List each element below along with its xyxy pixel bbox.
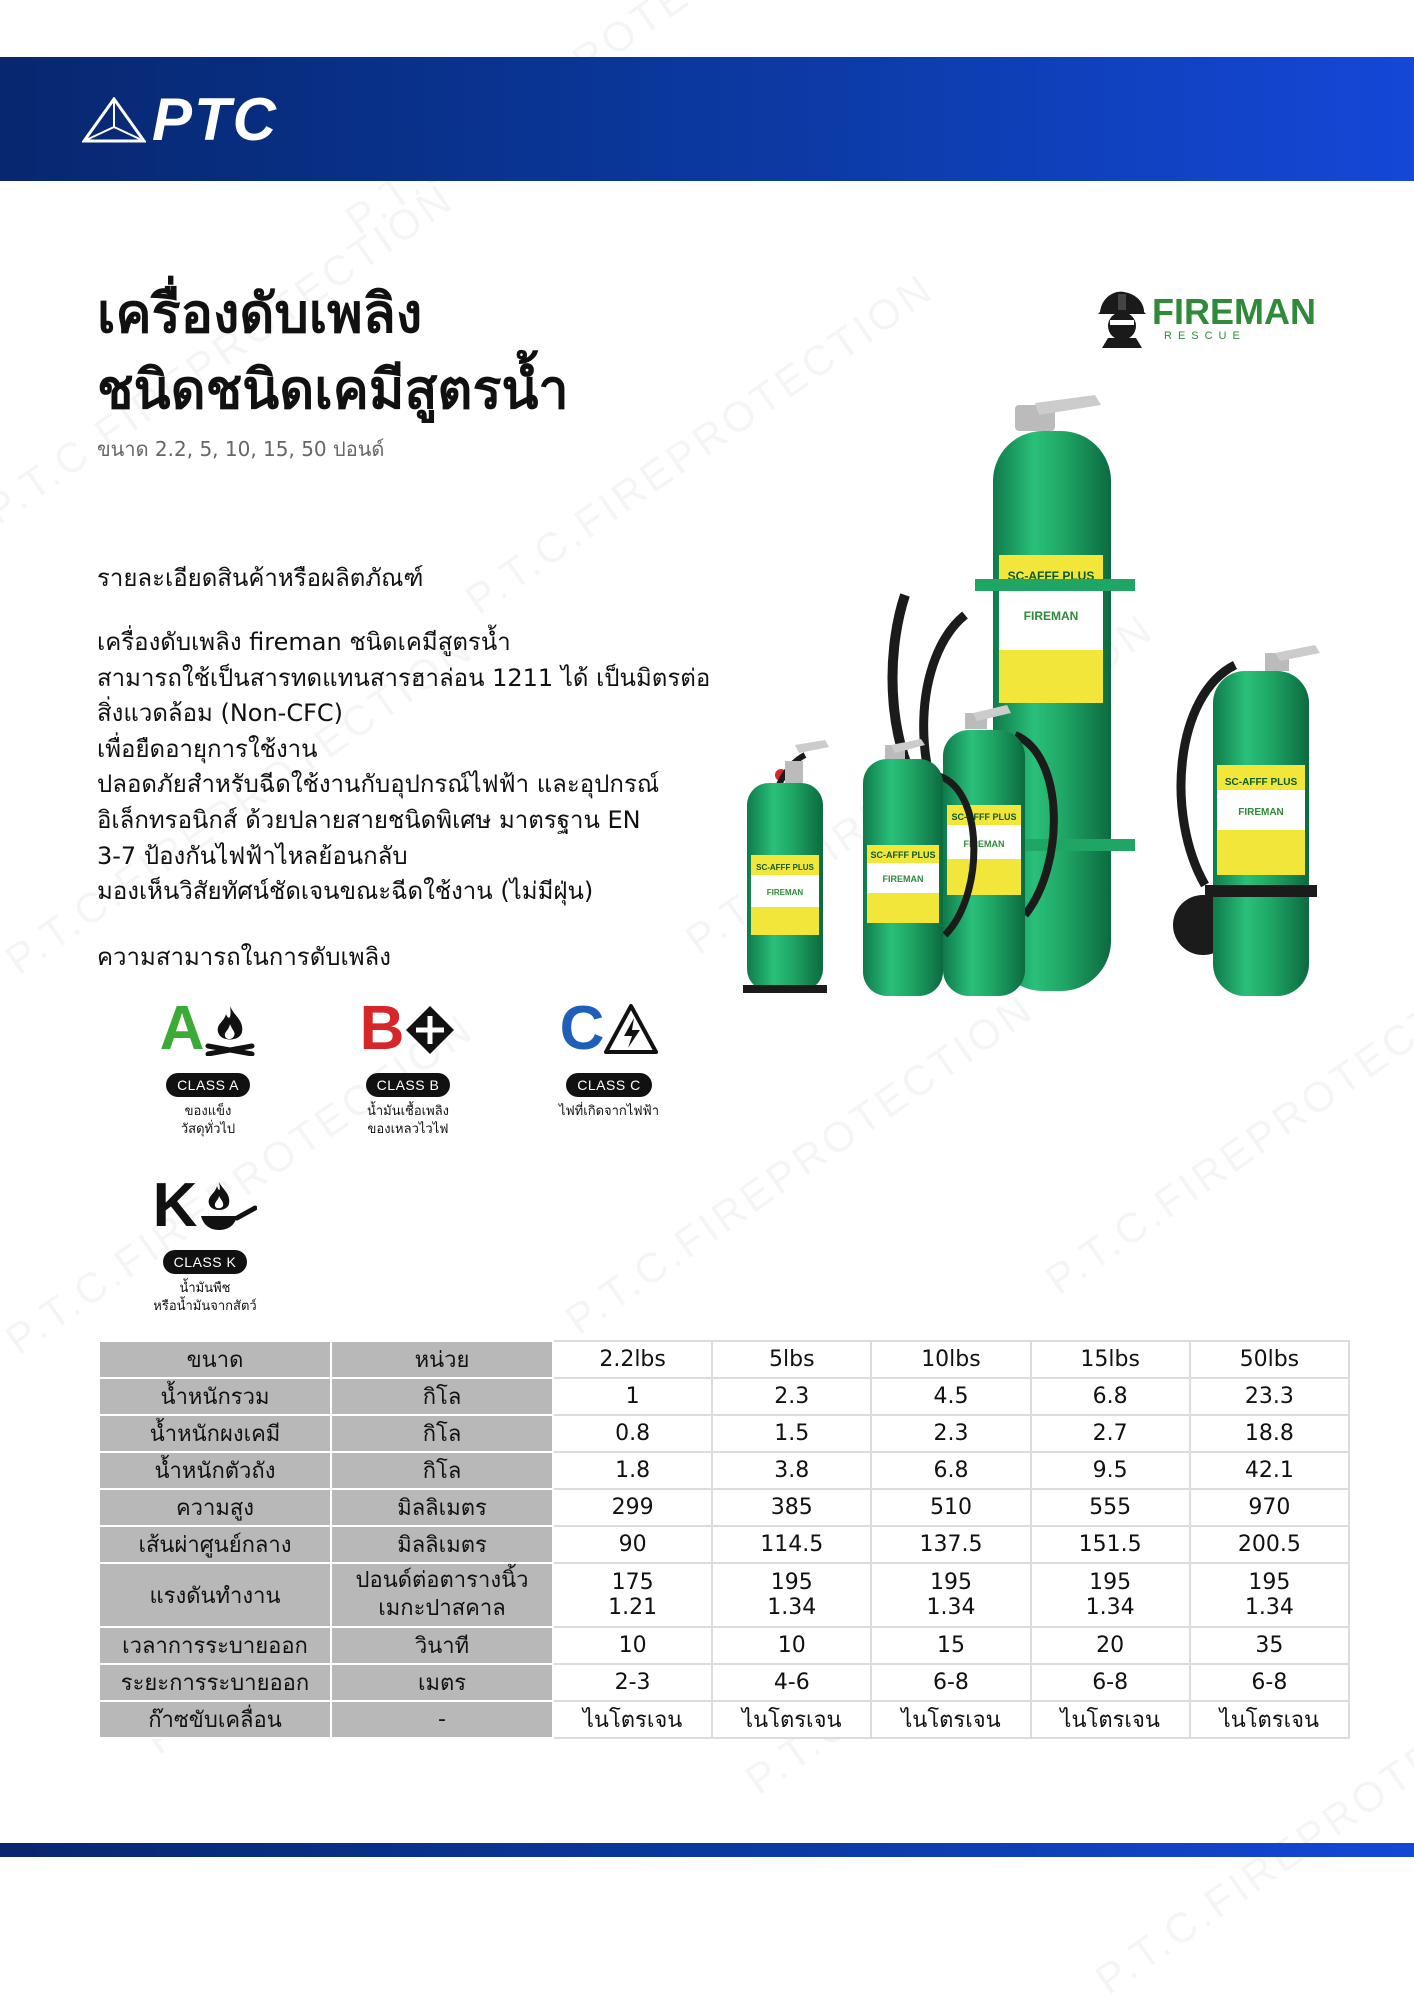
table-cell: 385 (712, 1489, 871, 1526)
table-cell: ไนโตรเจน (1190, 1701, 1349, 1738)
product-description (97, 625, 717, 910)
logo-text: PTC (152, 86, 278, 153)
class-label: หรือน้ำมันจากสัตว์ (153, 1299, 257, 1314)
table-header-cell: หน่วย (331, 1341, 553, 1378)
page-title (97, 276, 569, 428)
table-cell: 2-3 (553, 1664, 712, 1701)
class-letter: A (159, 994, 205, 1063)
row-unit-line: ปอนด์ต่อตารางนิ้ว (355, 1568, 529, 1593)
row-unit: กิโล (331, 1415, 553, 1452)
firefighter-helmet-icon (1096, 288, 1148, 348)
flammable-liquid-icon (404, 1002, 456, 1056)
table-row (99, 1664, 1349, 1701)
table-cell: 90 (553, 1526, 712, 1563)
label-text: SC-AFFF PLUS (756, 863, 814, 872)
table-row (99, 1526, 1349, 1563)
cooking-pan-fire-icon (197, 1178, 257, 1234)
table-cell: 6-8 (1190, 1664, 1349, 1701)
class-label: น้ำมันเชื้อเพลิง (366, 1104, 450, 1119)
spec-table (98, 1340, 1350, 1739)
footer-bar (0, 1843, 1414, 1857)
row-unit: มิลลิเมตร (331, 1526, 553, 1563)
class-label: ไฟที่เกิดจากไฟฟ้า (558, 1104, 660, 1119)
description-line: สิ่งแวดล้อม (Non-CFC) (97, 699, 344, 728)
page-subtitle: ขนาด 2.2, 5, 10, 15, 50 ปอนด์ (97, 437, 385, 461)
table-cell: ไนโตรเจน (553, 1701, 712, 1738)
class-k-badge (115, 1172, 295, 1316)
description-line: เพื่อยืดอายุการใช้งาน (97, 734, 318, 763)
electric-hazard-icon (604, 1002, 658, 1056)
class-label: วัสดุทั่วไป (180, 1122, 236, 1137)
table-cell: 23.3 (1190, 1378, 1349, 1415)
table-cell: 200.5 (1190, 1526, 1349, 1563)
cell-line: 1.21 (608, 1595, 658, 1620)
fire-wood-icon (204, 1002, 256, 1056)
table-cell: 6.8 (871, 1452, 1030, 1489)
table-cell (1031, 1563, 1190, 1627)
table-cell: 114.5 (712, 1526, 871, 1563)
table-cell: 42.1 (1190, 1452, 1349, 1489)
table-cell: 151.5 (1031, 1526, 1190, 1563)
table-cell: 1.5 (712, 1415, 871, 1452)
row-unit: เมตร (331, 1664, 553, 1701)
table-cell: 6-8 (871, 1664, 1030, 1701)
label-text: SC-AFFF PLUS (951, 812, 1017, 822)
description-line: เครื่องดับเพลิง fireman ชนิดเคมีสูตรน้ำ (97, 628, 511, 656)
row-label: เวลาการระบายออก (99, 1627, 331, 1664)
label-brand: FIREMAN (766, 888, 804, 897)
description-line: ปลอดภัยสำหรับฉีดใช้งานกับอุปกรณ์ไฟฟ้า และอุปกรณ์ (97, 770, 660, 799)
class-pill: CLASS A (166, 1073, 250, 1097)
table-cell: ไนโตรเจน (871, 1701, 1030, 1738)
class-a-badge (118, 995, 298, 1139)
table-header-cell: 15lbs (1031, 1341, 1190, 1378)
brand-name: FIREMAN (1152, 291, 1316, 332)
table-cell: 3.8 (712, 1452, 871, 1489)
class-letter: K (152, 1171, 198, 1240)
table-header-cell: ขนาด (99, 1341, 331, 1378)
class-b-badge (318, 995, 498, 1139)
table-header-cell: 10lbs (871, 1341, 1030, 1378)
class-pill: CLASS C (566, 1073, 651, 1097)
title-line: เครื่องดับเพลิง (97, 282, 423, 345)
cell-line: 1.34 (1085, 1595, 1135, 1620)
table-row (99, 1701, 1349, 1738)
table-cell: 6.8 (1031, 1378, 1190, 1415)
table-row (99, 1415, 1349, 1452)
description-line: 3-7 ป้องกันไฟฟ้าไหลย้อนกลับ (97, 841, 408, 870)
table-cell: 1.8 (553, 1452, 712, 1489)
ptc-logo (82, 86, 278, 153)
table-cell (712, 1563, 871, 1627)
ptc-triangle-icon (82, 97, 146, 143)
table-header-cell: 5lbs (712, 1341, 871, 1378)
label-text: SC-AFFF PLUS (1224, 777, 1298, 788)
table-header-cell: 2.2lbs (553, 1341, 712, 1378)
cell-line: 195 (1248, 1570, 1291, 1595)
cell-line: 195 (1089, 1570, 1132, 1595)
class-label: ของเหลวไวไฟ (367, 1122, 449, 1137)
row-unit: - (331, 1701, 553, 1738)
table-cell: 510 (871, 1489, 1030, 1526)
row-label: ระยะการระบายออก (99, 1664, 331, 1701)
label-brand: FIREMAN (963, 839, 1005, 849)
row-label: แรงดันทำงาน (99, 1563, 331, 1627)
table-cell (553, 1563, 712, 1627)
row-unit: กิโล (331, 1378, 553, 1415)
cell-line: 195 (770, 1570, 813, 1595)
table-cell: 20 (1031, 1627, 1190, 1664)
class-pill: CLASS K (163, 1250, 248, 1274)
class-letter: B (359, 994, 405, 1063)
table-cell: 970 (1190, 1489, 1349, 1526)
table-row (99, 1627, 1349, 1664)
table-cell: ไนโตรเจน (712, 1701, 871, 1738)
table-cell: 6-8 (1031, 1664, 1190, 1701)
brand-subtitle: RESCUE (1164, 330, 1246, 342)
class-c-badge (519, 995, 699, 1121)
table-cell (871, 1563, 1030, 1627)
table-cell: 18.8 (1190, 1415, 1349, 1452)
row-unit (331, 1563, 553, 1627)
table-row (99, 1489, 1349, 1526)
table-row (99, 1563, 1349, 1627)
row-label: น้ำหนักตัวถัง (99, 1452, 331, 1489)
label-text: SC-AFFF PLUS (1007, 569, 1095, 583)
table-cell: 2.3 (871, 1415, 1030, 1452)
table-cell: 0.8 (553, 1415, 712, 1452)
cell-line: 1.34 (1244, 1595, 1294, 1620)
class-letter: C (559, 994, 605, 1063)
label-brand: FIREMAN (1238, 807, 1284, 818)
table-cell: 555 (1031, 1489, 1190, 1526)
table-cell: 9.5 (1031, 1452, 1190, 1489)
table-cell: 2.3 (712, 1378, 871, 1415)
class-label: ของแข็ง (184, 1104, 232, 1119)
table-cell: 10 (712, 1627, 871, 1664)
description-line: อิเล็กทรอนิกส์ ด้วยปลายสายชนิดพิเศษ มาตรฐาน EN (97, 805, 641, 834)
capability-heading: ความสามารถในการดับเพลิง (97, 943, 391, 971)
label-brand: FIREMAN (882, 874, 924, 884)
cell-line: 1.34 (926, 1595, 976, 1620)
table-cell: 1 (553, 1378, 712, 1415)
cell-line: 1.34 (767, 1595, 817, 1620)
table-row (99, 1452, 1349, 1489)
table-header-row (99, 1341, 1349, 1378)
table-cell: 4-6 (712, 1664, 871, 1701)
row-label: น้ำหนักผงเคมี (99, 1415, 331, 1452)
cell-line: 195 (929, 1570, 972, 1595)
row-unit: มิลลิเมตร (331, 1489, 553, 1526)
fireman-brand-logo (1096, 288, 1316, 348)
description-line: มองเห็นวิสัยทัศน์ชัดเจนขณะฉีดใช้งาน (ไม่มีฝุ่น) (97, 877, 594, 906)
table-cell: 4.5 (871, 1378, 1030, 1415)
row-label: เส้นผ่าศูนย์กลาง (99, 1526, 331, 1563)
fire-extinguisher-image (735, 395, 1375, 1005)
row-unit-line: เมกะปาสคาล (378, 1596, 506, 1621)
row-unit: กิโล (331, 1452, 553, 1489)
table-cell: 299 (553, 1489, 712, 1526)
table-cell: 2.7 (1031, 1415, 1190, 1452)
cell-line: 175 (611, 1570, 654, 1595)
table-header-cell: 50lbs (1190, 1341, 1349, 1378)
row-label: ความสูง (99, 1489, 331, 1526)
class-label: น้ำมันพืช (179, 1281, 231, 1296)
table-cell: 15 (871, 1627, 1030, 1664)
label-text: SC-AFFF PLUS (870, 850, 936, 860)
table-cell: 10 (553, 1627, 712, 1664)
table-cell: 35 (1190, 1627, 1349, 1664)
details-heading: รายละเอียดสินค้าหรือผลิตภัณฑ์ (97, 564, 424, 592)
table-cell: ไนโตรเจน (1031, 1701, 1190, 1738)
title-line: ชนิดชนิดเคมีสูตรน้ำ (97, 358, 569, 421)
class-pill: CLASS B (366, 1073, 451, 1097)
table-row (99, 1378, 1349, 1415)
label-brand: FIREMAN (1023, 609, 1079, 623)
table-cell (1190, 1563, 1349, 1627)
description-line: สามารถใช้เป็นสารทดแทนสารฮาล่อน 1211 ได้ เป็นมิตรต่อ (97, 663, 711, 692)
row-label: ก๊าซขับเคลื่อน (99, 1701, 331, 1738)
row-label: น้ำหนักรวม (99, 1378, 331, 1415)
table-cell: 137.5 (871, 1526, 1030, 1563)
row-unit: วินาที (331, 1627, 553, 1664)
